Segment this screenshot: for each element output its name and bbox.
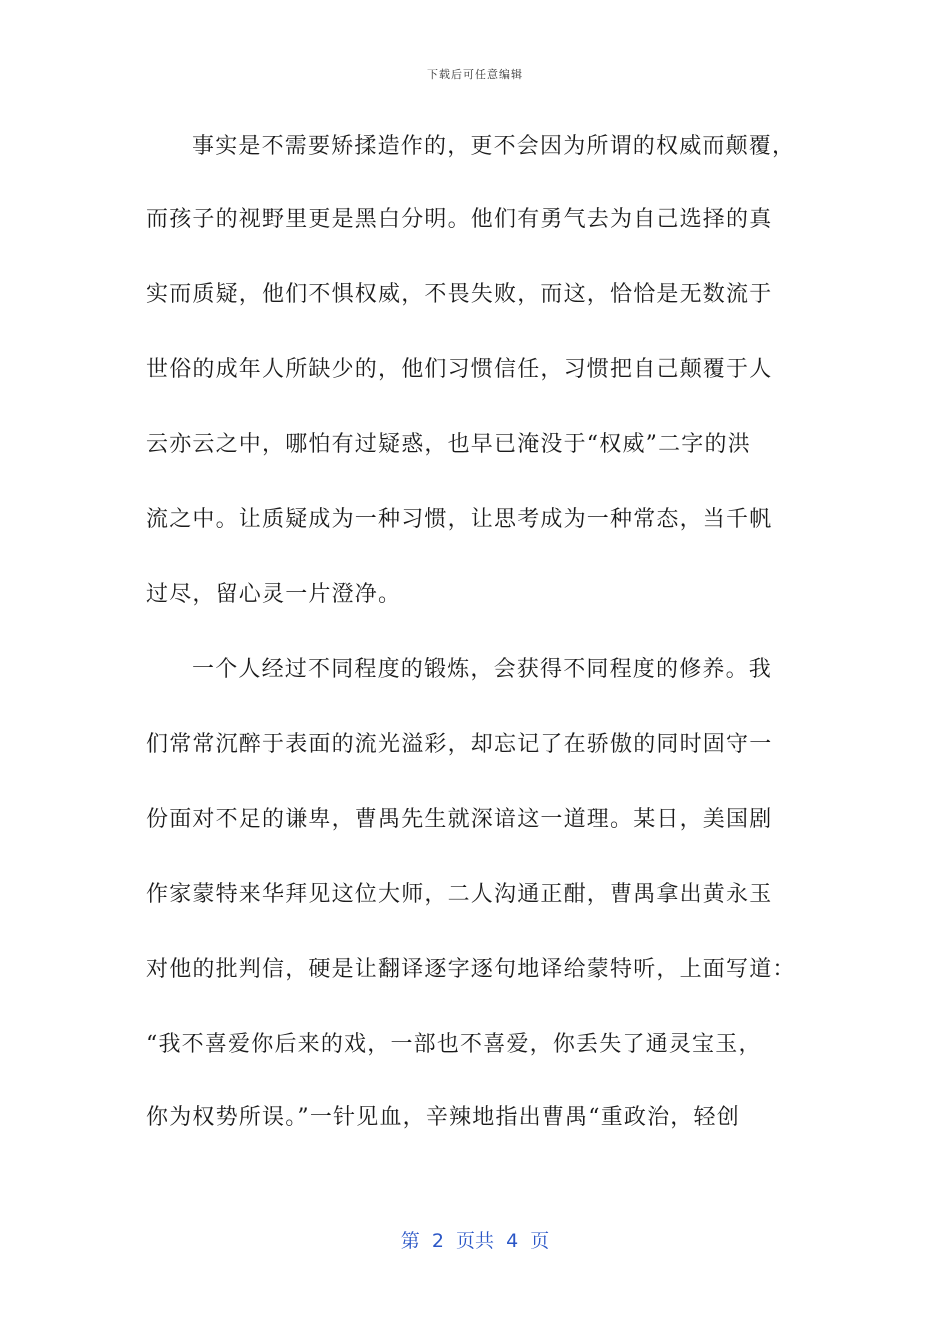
paragraph-2-line-4: 作家蒙特来华拜见这位大师，二人沟通正酣，曹禺拿出黄永玉 (146, 882, 773, 907)
paragraph-2-line-7: 你为权势所误。”一针见血，辛辣地指出曹禺“重政治，轻创 (146, 1105, 740, 1130)
paragraph-1-line-7: 过尽，留心灵一片澄净。 (146, 582, 402, 607)
paragraph-1-line-1: 事实是不需要矫揉造作的，更不会因为所谓的权威而颠覆， (192, 134, 796, 159)
paragraph-2-line-2: 们常常沉醉于表面的流光溢彩，却忘记了在骄傲的同时固守一 (146, 732, 773, 757)
paragraph-2-line-6: “我不喜爱你后来的戏，一部也不喜爱，你丢失了通灵宝玉， (146, 1032, 762, 1057)
paragraph-1-line-5: 云亦云之中，哪怕有过疑惑，也早已淹没于“权威”二字的洪 (146, 432, 751, 457)
page-header: 下载后可任意编辑 (427, 68, 523, 81)
paragraph-1-line-3: 实而质疑，他们不惧权威，不畏失败，而这，恰恰是无数流于 (146, 282, 773, 307)
paragraph-2-line-3: 份面对不足的谦卑，曹禺先生就深谙这一道理。某日，美国剧 (146, 807, 773, 832)
paragraph-1-line-6: 流之中。让质疑成为一种习惯，让思考成为一种常态，当千帆 (146, 507, 773, 532)
page-number-footer: 第 2 页共 4 页 (400, 1230, 550, 1252)
paragraph-2-line-5: 对他的批判信，硬是让翻译逐字逐句地译给蒙特听，上面写道： (146, 957, 796, 982)
paragraph-1-line-4: 世俗的成年人所缺少的，他们习惯信任，习惯把自己颠覆于人 (146, 357, 773, 382)
paragraph-1-line-2: 而孩子的视野里更是黑白分明。他们有勇气去为自己选择的真 (146, 207, 773, 232)
paragraph-2-line-1: 一个人经过不同程度的锻炼，会获得不同程度的修养。我 (192, 657, 773, 682)
